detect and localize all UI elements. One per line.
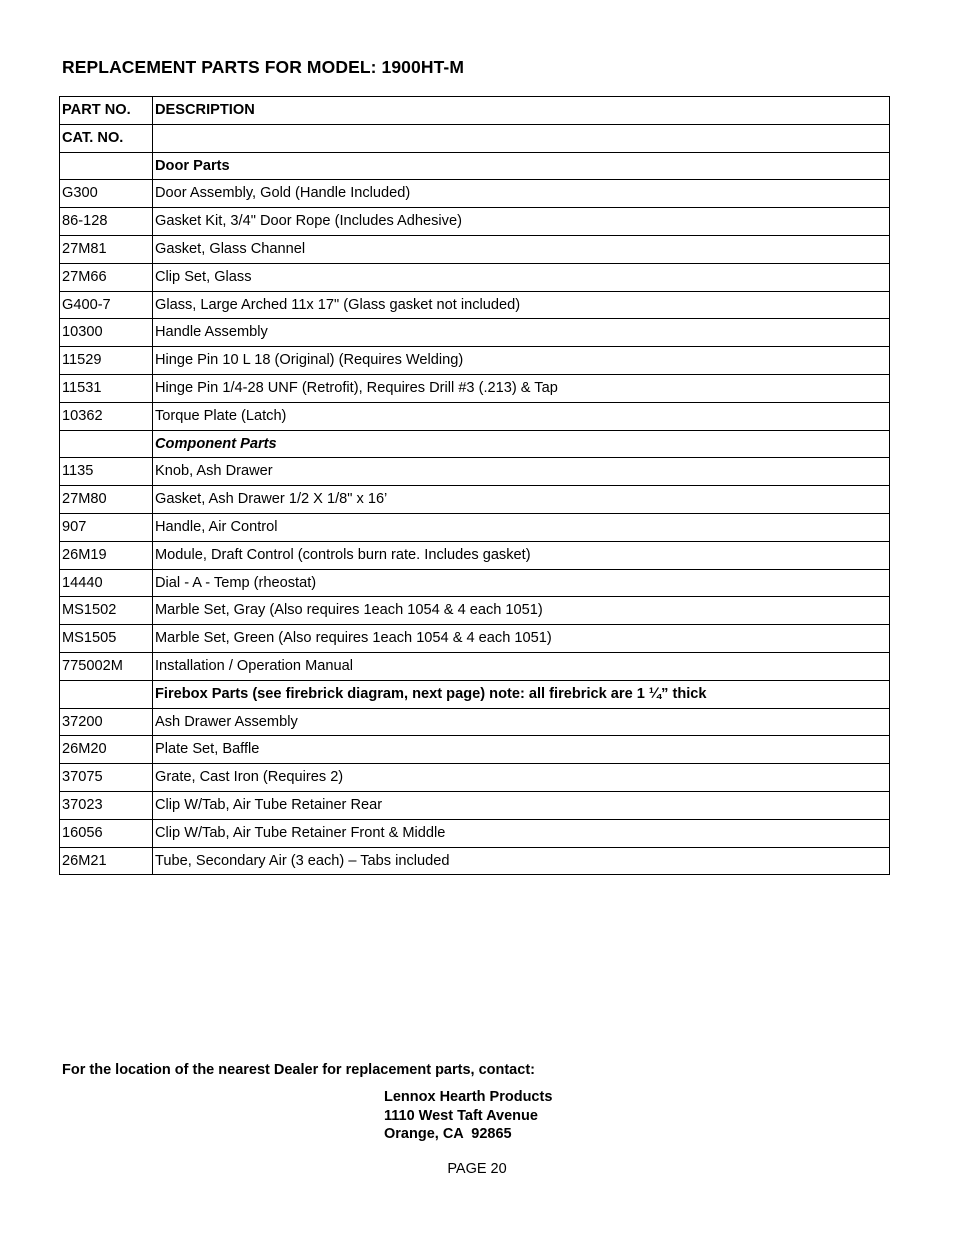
table-row [60, 263, 890, 291]
page-number [0, 1161, 954, 1177]
description-cell: Grate, Cast Iron (Requires 2) [153, 764, 890, 792]
table-row [60, 819, 890, 847]
parts-table-body [60, 97, 890, 875]
part-number-cell: 11529 [60, 347, 153, 375]
description-cell: Door Parts [153, 152, 890, 180]
table-row [60, 736, 890, 764]
part-number-cell: 10362 [60, 402, 153, 430]
address-block [384, 1088, 552, 1144]
part-number-cell [60, 152, 153, 180]
parts-table [59, 96, 890, 875]
part-number-cell: 907 [60, 513, 153, 541]
part-number-cell: 16056 [60, 819, 153, 847]
table-row [60, 764, 890, 792]
page-number-label: PAGE 20 [447, 1161, 507, 1177]
table-row [60, 208, 890, 236]
description-cell: Knob, Ash Drawer [153, 458, 890, 486]
description-cell: Hinge Pin 10 L 18 (Original) (Requires Welding) [153, 347, 890, 375]
part-number-cell: MS1505 [60, 625, 153, 653]
page-title: REPLACEMENT PARTS FOR MODEL: 1900HT-M [62, 57, 465, 77]
table-row [60, 180, 890, 208]
part-number-cell: 11531 [60, 374, 153, 402]
description-cell: Module, Draft Control (controls burn rate. Includes gasket) [153, 541, 890, 569]
table-row [60, 347, 890, 375]
company-name: Lennox Hearth Products [384, 1089, 553, 1105]
description-cell: Clip W/Tab, Air Tube Retainer Rear [153, 791, 890, 819]
description-cell: Gasket, Glass Channel [153, 235, 890, 263]
description-cell: Torque Plate (Latch) [153, 402, 890, 430]
header-part-no: PART NO. [60, 97, 153, 125]
table-row [60, 235, 890, 263]
part-number-cell: 27M66 [60, 263, 153, 291]
table-row [60, 569, 890, 597]
table-row [60, 652, 890, 680]
table-row [60, 708, 890, 736]
table-row [60, 291, 890, 319]
description-cell: Firebox Parts (see firebrick diagram, next page) note: all firebrick are 1 ¼” thick [153, 680, 890, 708]
description-cell: Plate Set, Baffle [153, 736, 890, 764]
table-header-row [60, 97, 890, 125]
table-row [60, 402, 890, 430]
description-cell: Marble Set, Green (Also requires 1each 1054 & 4 each 1051) [153, 625, 890, 653]
description-cell: Component Parts [153, 430, 890, 458]
description-cell: Installation / Operation Manual [153, 652, 890, 680]
description-cell: Clip Set, Glass [153, 263, 890, 291]
part-number-cell: 26M19 [60, 541, 153, 569]
description-cell: Glass, Large Arched 11x 17" (Glass gasket not included) [153, 291, 890, 319]
city-state-zip: Orange, CA 92865 [384, 1126, 512, 1142]
table-row [60, 625, 890, 653]
description-cell: Gasket, Ash Drawer 1/2 X 1/8" x 16’ [153, 486, 890, 514]
part-number-cell: MS1502 [60, 597, 153, 625]
part-number-cell: 1135 [60, 458, 153, 486]
table-row [60, 152, 890, 180]
description-cell: Door Assembly, Gold (Handle Included) [153, 180, 890, 208]
table-row [60, 847, 890, 875]
table-row [60, 374, 890, 402]
part-number-cell: 27M80 [60, 486, 153, 514]
description-cell: Marble Set, Gray (Also requires 1each 1054 & 4 each 1051) [153, 597, 890, 625]
table-row [60, 513, 890, 541]
header-empty [153, 124, 890, 152]
description-cell: Handle Assembly [153, 319, 890, 347]
description-cell: Gasket Kit, 3/4" Door Rope (Includes Adhesive) [153, 208, 890, 236]
street-address: 1110 West Taft Avenue [384, 1107, 538, 1124]
table-row [60, 791, 890, 819]
description-cell: Tube, Secondary Air (3 each) – Tabs included [153, 847, 890, 875]
contact-intro: For the location of the nearest Dealer for replacement parts, contact: [62, 1062, 535, 1078]
part-number-cell: 37023 [60, 791, 153, 819]
part-number-cell: 26M20 [60, 736, 153, 764]
part-number-cell: 37075 [60, 764, 153, 792]
table-subheader-row [60, 124, 890, 152]
description-cell: Handle, Air Control [153, 513, 890, 541]
part-number-cell: 14440 [60, 569, 153, 597]
part-number-cell: 26M21 [60, 847, 153, 875]
header-description: DESCRIPTION [153, 97, 890, 125]
part-number-cell: 10300 [60, 319, 153, 347]
part-number-cell [60, 680, 153, 708]
description-cell: Ash Drawer Assembly [153, 708, 890, 736]
header-cat-no: CAT. NO. [60, 124, 153, 152]
table-row [60, 430, 890, 458]
part-number-cell: 37200 [60, 708, 153, 736]
description-cell: Dial - A - Temp (rheostat) [153, 569, 890, 597]
part-number-cell: G400-7 [60, 291, 153, 319]
table-row [60, 486, 890, 514]
table-row [60, 541, 890, 569]
table-row [60, 597, 890, 625]
part-number-cell [60, 430, 153, 458]
table-row [60, 458, 890, 486]
part-number-cell: G300 [60, 180, 153, 208]
part-number-cell: 86-128 [60, 208, 153, 236]
description-cell: Hinge Pin 1/4-28 UNF (Retrofit), Requires Drill #3 (.213) & Tap [153, 374, 890, 402]
part-number-cell: 27M81 [60, 235, 153, 263]
table-row [60, 680, 890, 708]
table-row [60, 319, 890, 347]
description-cell: Clip W/Tab, Air Tube Retainer Front & Middle [153, 819, 890, 847]
part-number-cell: 775002M [60, 652, 153, 680]
